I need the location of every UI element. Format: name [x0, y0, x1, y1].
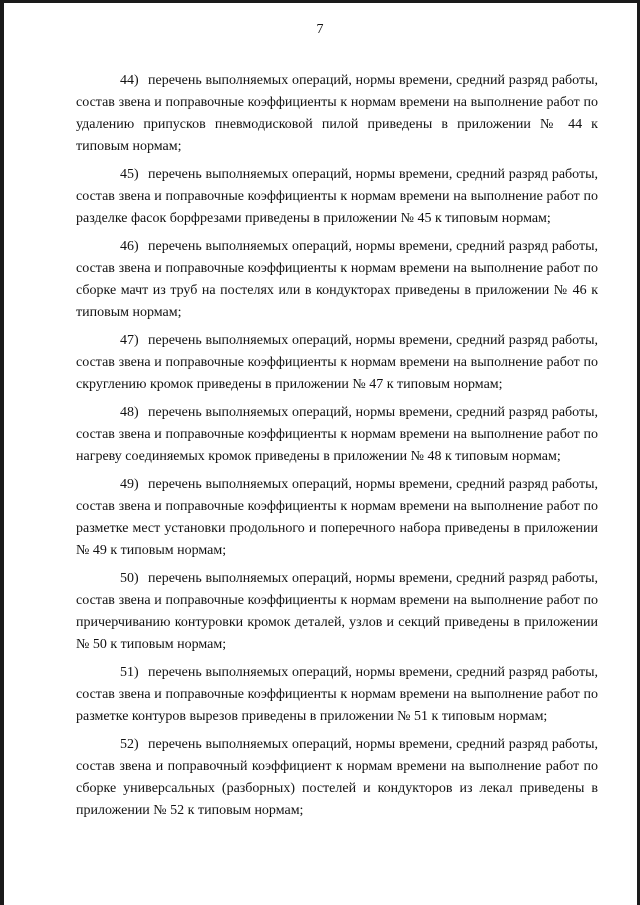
item-number: 49)	[120, 477, 139, 492]
item-text: перечень выполняемых операций, нормы времени, средний разряд работы, состав звена и поправочные коэффициенты к нормам времени на выполнение работ по разделке фасок борфрезами приведены в приложении № 45 к типовым нормам;	[76, 167, 598, 226]
item-number: 51)	[120, 665, 139, 680]
item-text: перечень выполняемых операций, нормы времени, средний разряд работы, состав звена и поправочные коэффициенты к нормам времени на выполнение работ по удалению припусков пневмодисковой пилой приведены в приложении № 44 к типовым нормам;	[76, 73, 598, 154]
list-item	[76, 236, 598, 324]
item-text: перечень выполняемых операций, нормы времени, средний разряд работы, состав звена и поправочные коэффициенты к нормам времени на выполнение работ по разметке мест установки продольного и поперечного набора приведены в приложении № 49 к типовым нормам;	[76, 477, 598, 558]
list-item	[76, 402, 598, 468]
item-number: 50)	[120, 571, 139, 586]
item-number: 44)	[120, 73, 139, 88]
list-item	[76, 474, 598, 562]
page-number: 7	[316, 22, 324, 37]
item-text: перечень выполняемых операций, нормы времени, средний разряд работы, состав звена и поправочный коэффициент к нормам времени на выполнение работ по сборке универсальных (разборных) постелей и кондукторов из лекал приведены в приложении № 52 к типовым нормам;	[76, 737, 598, 818]
item-text: перечень выполняемых операций, нормы времени, средний разряд работы, состав звена и поправочные коэффициенты к нормам времени на выполнение работ по сборке мачт из труб на постелях или в кондукторах приведены в приложении № 46 к типовым нормам;	[76, 239, 598, 320]
item-text: перечень выполняемых операций, нормы времени, средний разряд работы, состав звена и поправочные коэффициенты к нормам времени на выполнение работ по разметке контуров вырезов приведены в приложении № 51 к типовым нормам;	[76, 665, 598, 724]
item-number: 47)	[120, 333, 139, 348]
list-item	[76, 70, 598, 158]
item-number: 45)	[120, 167, 139, 182]
list-item	[76, 330, 598, 396]
list-item	[76, 164, 598, 230]
list-item	[76, 662, 598, 728]
item-text: перечень выполняемых операций, нормы времени, средний разряд работы, состав звена и поправочные коэффициенты к нормам времени на выполнение работ по скруглению кромок приведены в приложении № 47 к типовым нормам;	[76, 333, 598, 392]
item-text: перечень выполняемых операций, нормы времени, средний разряд работы, состав звена и поправочные коэффициенты к нормам времени на выполнение работ по причерчиванию контуровки кромок деталей, узлов и секций приведены в приложении № 50 к типовым нормам;	[76, 571, 598, 652]
list-item	[76, 734, 598, 822]
item-number: 46)	[120, 239, 139, 254]
list-item	[76, 568, 598, 656]
item-number: 52)	[120, 737, 139, 752]
document-body	[76, 70, 598, 828]
item-text: перечень выполняемых операций, нормы времени, средний разряд работы, состав звена и поправочные коэффициенты к нормам времени на выполнение работ по нагреву соединяемых кромок приведены в приложении № 48 к типовым нормам;	[76, 405, 598, 464]
item-number: 48)	[120, 405, 139, 420]
